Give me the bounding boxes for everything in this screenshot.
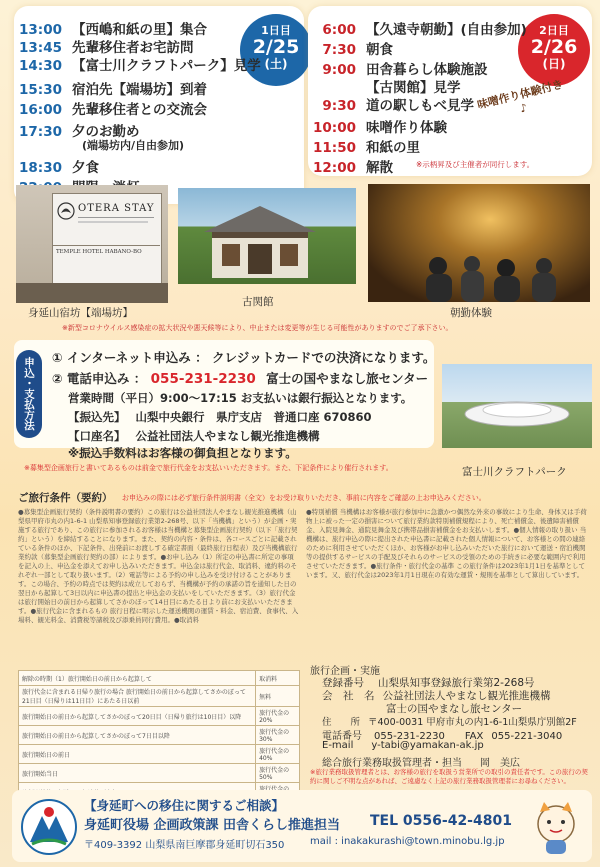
schedule-row: 13:45 先輩移住者お宅訪問 xyxy=(19,40,194,56)
schedule-row: 15:30 宿泊先【端場坊】到着 xyxy=(19,82,207,98)
dome-icon xyxy=(462,392,572,432)
miso-badge: 味噌作り体験付き♪ xyxy=(475,77,565,116)
organizer-manager: 総合旅行業務取扱管理者・担当 岡 美広 xyxy=(322,758,520,769)
mascot-icon xyxy=(526,798,586,858)
schedule-row: 7:30 朝食 xyxy=(322,42,393,58)
organizer-email-link[interactable]: y-tabi@yamakan-ak.jp xyxy=(371,740,484,751)
apply-hours: 営業時間（平日）9:00～17:15 お支払いは銀行振込となります。 xyxy=(68,391,413,405)
table-row: 解除の時期（1）旅行開始日の前日から起算して 取消料 xyxy=(19,671,300,686)
apply-phone-number[interactable]: 055-231-2230 xyxy=(150,371,256,387)
conditions-right-text: ●特別補償 当機構はお客様が旅行参加中に急激かつ偶然な外来の事故により生命、身体又は手荷物上に被った一定の損害について旅行業約款特別補償規程により、死亡補償金、後遺障害補償金、入院見舞金、通院見舞金及び携帯品損害補償金をお支払いします。●個人情報の取り扱い 当機構は、旅行申込の際に提出された申込書に記載された個人情報について、お客様との間の連絡のために利用させていただくほか、お客様がお申し込みいただいた旅行において運送・宿泊機関等の提供するサービスの手配及びそれらのサービスの受領のための手続きに必要な範囲内で利用させていただきます。●旅行条件・旅行代金の基準 この旅行条件は2023年1月1日を基準としています。又、旅行代金は2023年1月1日現在の有効な運賃・規則を基準として算出しています。 xyxy=(306,508,587,579)
schedule-row: 13:00 【西嶋和紙の里】集合 xyxy=(19,22,207,38)
organizer-company2: 富士の国やまなし旅センター xyxy=(386,703,523,715)
organizer-email: E-mail y-tabi@yamakan-ak.jp xyxy=(322,740,484,751)
day2-badge xyxy=(518,14,590,86)
covid-note: ※新型コロナウイルス感染症の拡大状況や悪天候等により、中止または変更等が生じる可能性がありますのでご了承下さい。 xyxy=(62,324,453,332)
footer-mail: mail : inakakurashi@town.minobu.lg.jp xyxy=(310,836,505,847)
house-icon xyxy=(200,202,320,282)
craftpark-photo xyxy=(442,364,592,448)
schedule-row: 17:30 夕のお勤め xyxy=(19,124,140,140)
apply-account: 【口座名】 公益社団法人やまなし観光推進機構 xyxy=(68,429,320,443)
day2-badge-label: 2日目 xyxy=(539,24,569,37)
conditions-title-note: お申込みの際には必ず旅行条件説明書（全文）をお受け取りいただき、事前に内容をご確認の上お申込みください。 xyxy=(122,494,486,502)
schedule-row: 【古関館】見学 xyxy=(366,80,461,96)
conditions-left-text: ●募集型企画旅行契約（条件説明書の要約）この旅行は公益社団法人やまなし観光推進機構（山梨県甲府市丸の内1-6-1 山梨県知事登録旅行業第2-268号、以下「当機構」という）が企画・実施する旅行であり、この旅行に参加されるお客様は当機構と募集型企画旅行契約（以下「旅行契約」という）を締結することになります。また、契約の内容・条件は、各コースごとに記載されている条件のほか、下記条件、出発前にお渡しする確定書面（最終旅行日程表）及び当機構旅行業約款（募集型企画旅行契約の部）によります。●お申し込み（1）所定の申込書に所定の事項を記入の上、申込金を添えてお申し込みいただきます。申込金は旅行代金、取消料、違約料のそれぞれ一部として取り扱います。（2）電話等による予約の申し込みを受け付けることがあります。この場合、予約の時点では契約は成立しておらず、当機構が予約の承諾の旨を通知した日の翌日から起算して3日以内に申込書の提出と申込金の支払いをしていただきます。（3）旅行代金は旅行開始日の前日から起算してさかのぼって14日目にあたる日より前にお支払いいただきます。●旅行代金に含まれるもの 旅行日程に明示した運送機関の運賃・料金、宿泊費、食事代、入場料、観光料金、消費税等諸税及び添乗員同行費用。●取消料 xyxy=(18,508,299,624)
table-row: 旅行開始日の前日から起算してさかのぼって7日目以降 旅行代金の30% xyxy=(19,726,300,745)
table-row: 旅行代金に含まれる日帰り旅行の場合 旅行開始日の前日から起算してさかのぼって21日目（日帰りは11日目）にあたる日以前 無料 xyxy=(19,686,300,707)
apply-bank: 【振込先】 山梨中央銀行 県庁支店 普通口座 670860 xyxy=(68,410,372,424)
schedule-row: 14:30 【富士川クラフトパーク】見学 xyxy=(19,58,261,74)
lotus-logo-icon xyxy=(56,201,76,221)
footer-dept: 身延町役場 企画政策課 田舎くらし推進担当 xyxy=(84,818,341,833)
schedule-row: 9:00 田舎暮らし体験施設 xyxy=(322,62,488,78)
organizer-company: 会 社 名 公益社団法人やまなし観光推進機構 xyxy=(322,690,551,702)
morning-caption: 朝勤体験 xyxy=(450,307,492,319)
footer-mail-link[interactable]: inakakurashi@town.minobu.lg.jp xyxy=(341,836,505,847)
organizer-address: 住 所 〒400-0031 甲府市丸の内1-6-1山梨県庁別館2F xyxy=(322,717,577,728)
footer-address: 〒409-3392 山梨県南巨摩郡身延町切石350 xyxy=(84,840,285,851)
dismiss-note: ※示柄昇及び主催者が同行します。 xyxy=(416,160,535,169)
organizer-block xyxy=(306,662,592,752)
day2-badge-date: 2/26 xyxy=(530,36,578,58)
organizer-header: 旅行企画・実施 xyxy=(310,666,380,677)
schedule-row: 16:00 先輩移住者との交流会 xyxy=(19,102,207,118)
hotel-sign-photo xyxy=(16,185,168,303)
minobu-logo-icon xyxy=(20,798,78,856)
day1-badge-date: 2/25 xyxy=(252,36,300,58)
people-icon xyxy=(368,244,590,302)
day1-badge xyxy=(240,14,312,86)
organizer-reg: 登録番号 山梨県知事登録旅行業第2-268号 xyxy=(322,677,535,689)
day1-badge-label: 1日目 xyxy=(261,24,291,37)
footer-phone: TEL 0556-42-4801 xyxy=(370,813,512,829)
schedule-row: 11:50 和紙の里 xyxy=(313,140,420,156)
organizer-note: ※旅行業務取扱管理者とは、お客様の旅行を取扱う営業所での取引の責任者です。この旅行の契約に関しご不明な点があれば、ご遠慮なく上記の旅行業務取扱管理者にお尋ねください。 xyxy=(310,768,588,785)
day1-badge-dow: (土) xyxy=(264,57,288,71)
apply-red-note: ※募集型企画旅行と書いてあるものは前金で旅行代金をお支払いいただきます。また、下記条件により催行されます。 xyxy=(24,464,393,472)
schedule-row: 10:00 味噌作り体験 xyxy=(313,120,447,136)
schedule-row: 12:00 解散 xyxy=(313,160,393,176)
hotel-sign-title: OTERA STAY xyxy=(78,203,155,214)
morning-service-photo xyxy=(368,184,590,302)
craftpark-caption: 富士川クラフトパーク xyxy=(462,466,567,478)
hotel-sign-subtitle: TEMPLE HOTEL HABANO-BO xyxy=(56,249,142,255)
hotel-caption: 身延山宿坊【端場坊】 xyxy=(28,307,133,319)
apply-internet: ① インターネット申込み ： クレジットカードでの決済になります。 xyxy=(52,350,436,365)
cancel-fee-table xyxy=(18,670,300,802)
apply-fee-note: ※振込手数料はお客様の御負担となります。 xyxy=(68,446,297,460)
day2-badge-dow: (日) xyxy=(542,57,566,71)
kosekikan-photo xyxy=(178,188,356,284)
apply-side-label: 申込・支払方法 xyxy=(16,350,42,438)
schedule-row: 18:30 夕食 xyxy=(19,160,99,176)
schedule-row: 9:30 道の駅しもべ見学 xyxy=(322,98,474,114)
conditions-title: ご旅行条件（要約） xyxy=(18,492,113,504)
table-row: 旅行開始日の前日から起算してさかのぼって20日目（日帰り旅行は10日目）以降 旅行代金の20% xyxy=(19,707,300,726)
footer-phone-number[interactable]: 0556-42-4801 xyxy=(402,813,512,829)
day1-schedule-card xyxy=(14,6,304,204)
schedule-row: 6:00 【久遠寺朝勤】(自由参加) xyxy=(322,22,527,38)
day2-schedule-card xyxy=(308,6,592,176)
apply-phone-line: ② 電話申込み ： 055-231-2230 富士の国やまなし旅センター xyxy=(52,371,429,387)
table-row: 旅行開始日の前日 旅行代金の40% xyxy=(19,745,300,764)
organizer-phone: 電話番号 055-231-2230 FAX 055-221-3040 xyxy=(322,731,563,742)
footer-title: 【身延町への移住に関するご相談】 xyxy=(84,798,285,813)
day1-evening-note: (端場坊内/自由参加) xyxy=(82,139,185,152)
kosekikan-caption: 古関館 xyxy=(242,296,274,308)
table-row: 旅行開始当日 旅行代金の50% xyxy=(19,764,300,783)
